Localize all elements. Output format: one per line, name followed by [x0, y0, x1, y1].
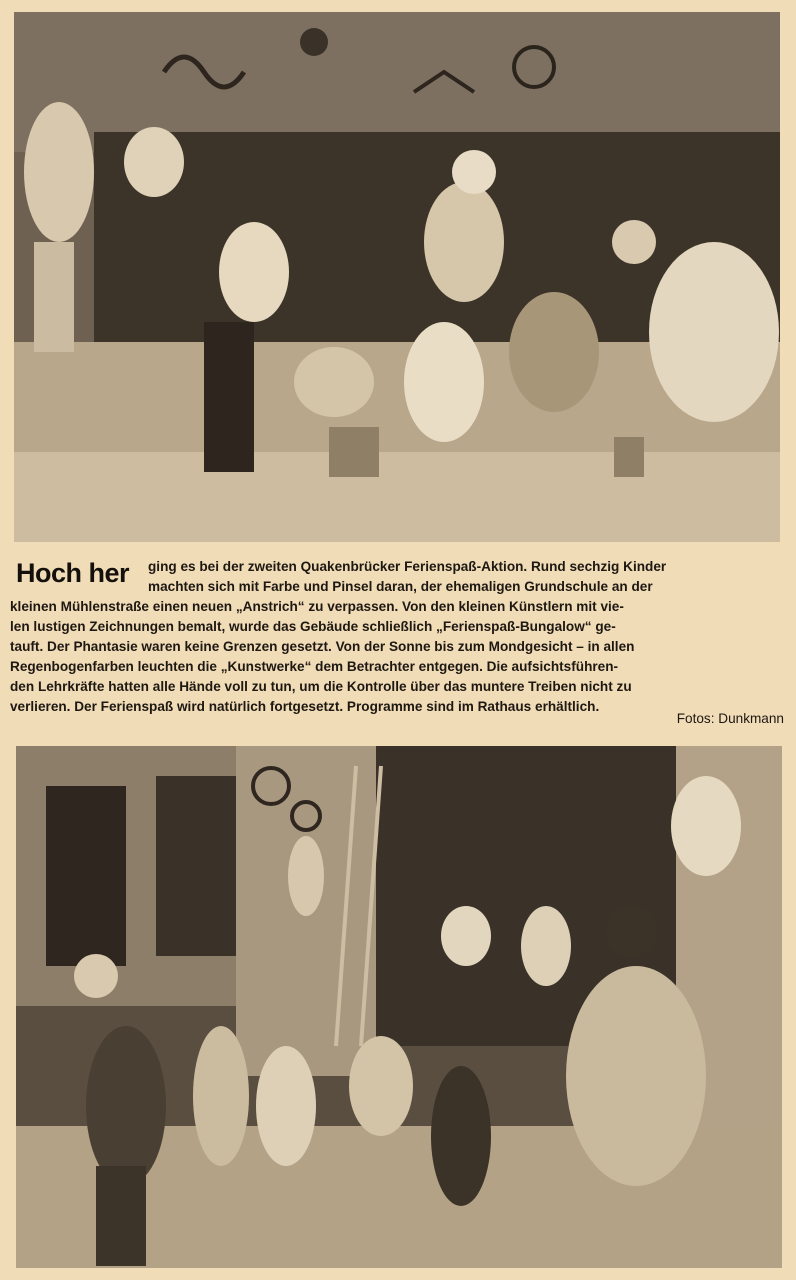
- article-headline: Hoch her: [16, 558, 130, 588]
- photo-bottom-image: [16, 746, 782, 1268]
- article-line: den Lehrkräfte hatten alle Hände voll zu tun, um die Kontrolle über das muntere Treiben nicht zu: [10, 679, 632, 694]
- photo-top-image: [14, 12, 780, 542]
- article-line: len lustigen Zeichnungen bemalt, wurde das Gebäude schließlich „Ferienspaß-Bungalow“ ge-: [10, 619, 616, 634]
- article-line: kleinen Mühlenstraße einen neuen „Anstrich“ zu verpassen. Von den kleinen Künstlern mit vie-: [10, 599, 624, 614]
- photo-credit: Fotos: Dunkmann: [676, 711, 784, 726]
- photo-bottom: [16, 746, 782, 1268]
- article-line: Regenbogenfarben leuchten die „Kunstwerke“ dem Betrachter entgegen. Die aufsichtsführen-: [10, 659, 619, 674]
- article-line: machten sich mit Farbe und Pinsel daran, der ehemaligen Grundschule an der: [148, 579, 653, 594]
- photo-top: [14, 12, 780, 542]
- article-line: tauft. Der Phantasie waren keine Grenzen gesetzt. Von der Sonne bis zum Mondgesicht – in allen: [10, 639, 635, 654]
- article-line: ging es bei der zweiten Quakenbrücker Ferienspaß-Aktion. Rund sechzig Kinder: [148, 559, 667, 574]
- article-line: verlieren. Der Ferienspaß wird natürlich fortgesetzt. Programme sind im Rathaus erhältlich.: [10, 699, 600, 714]
